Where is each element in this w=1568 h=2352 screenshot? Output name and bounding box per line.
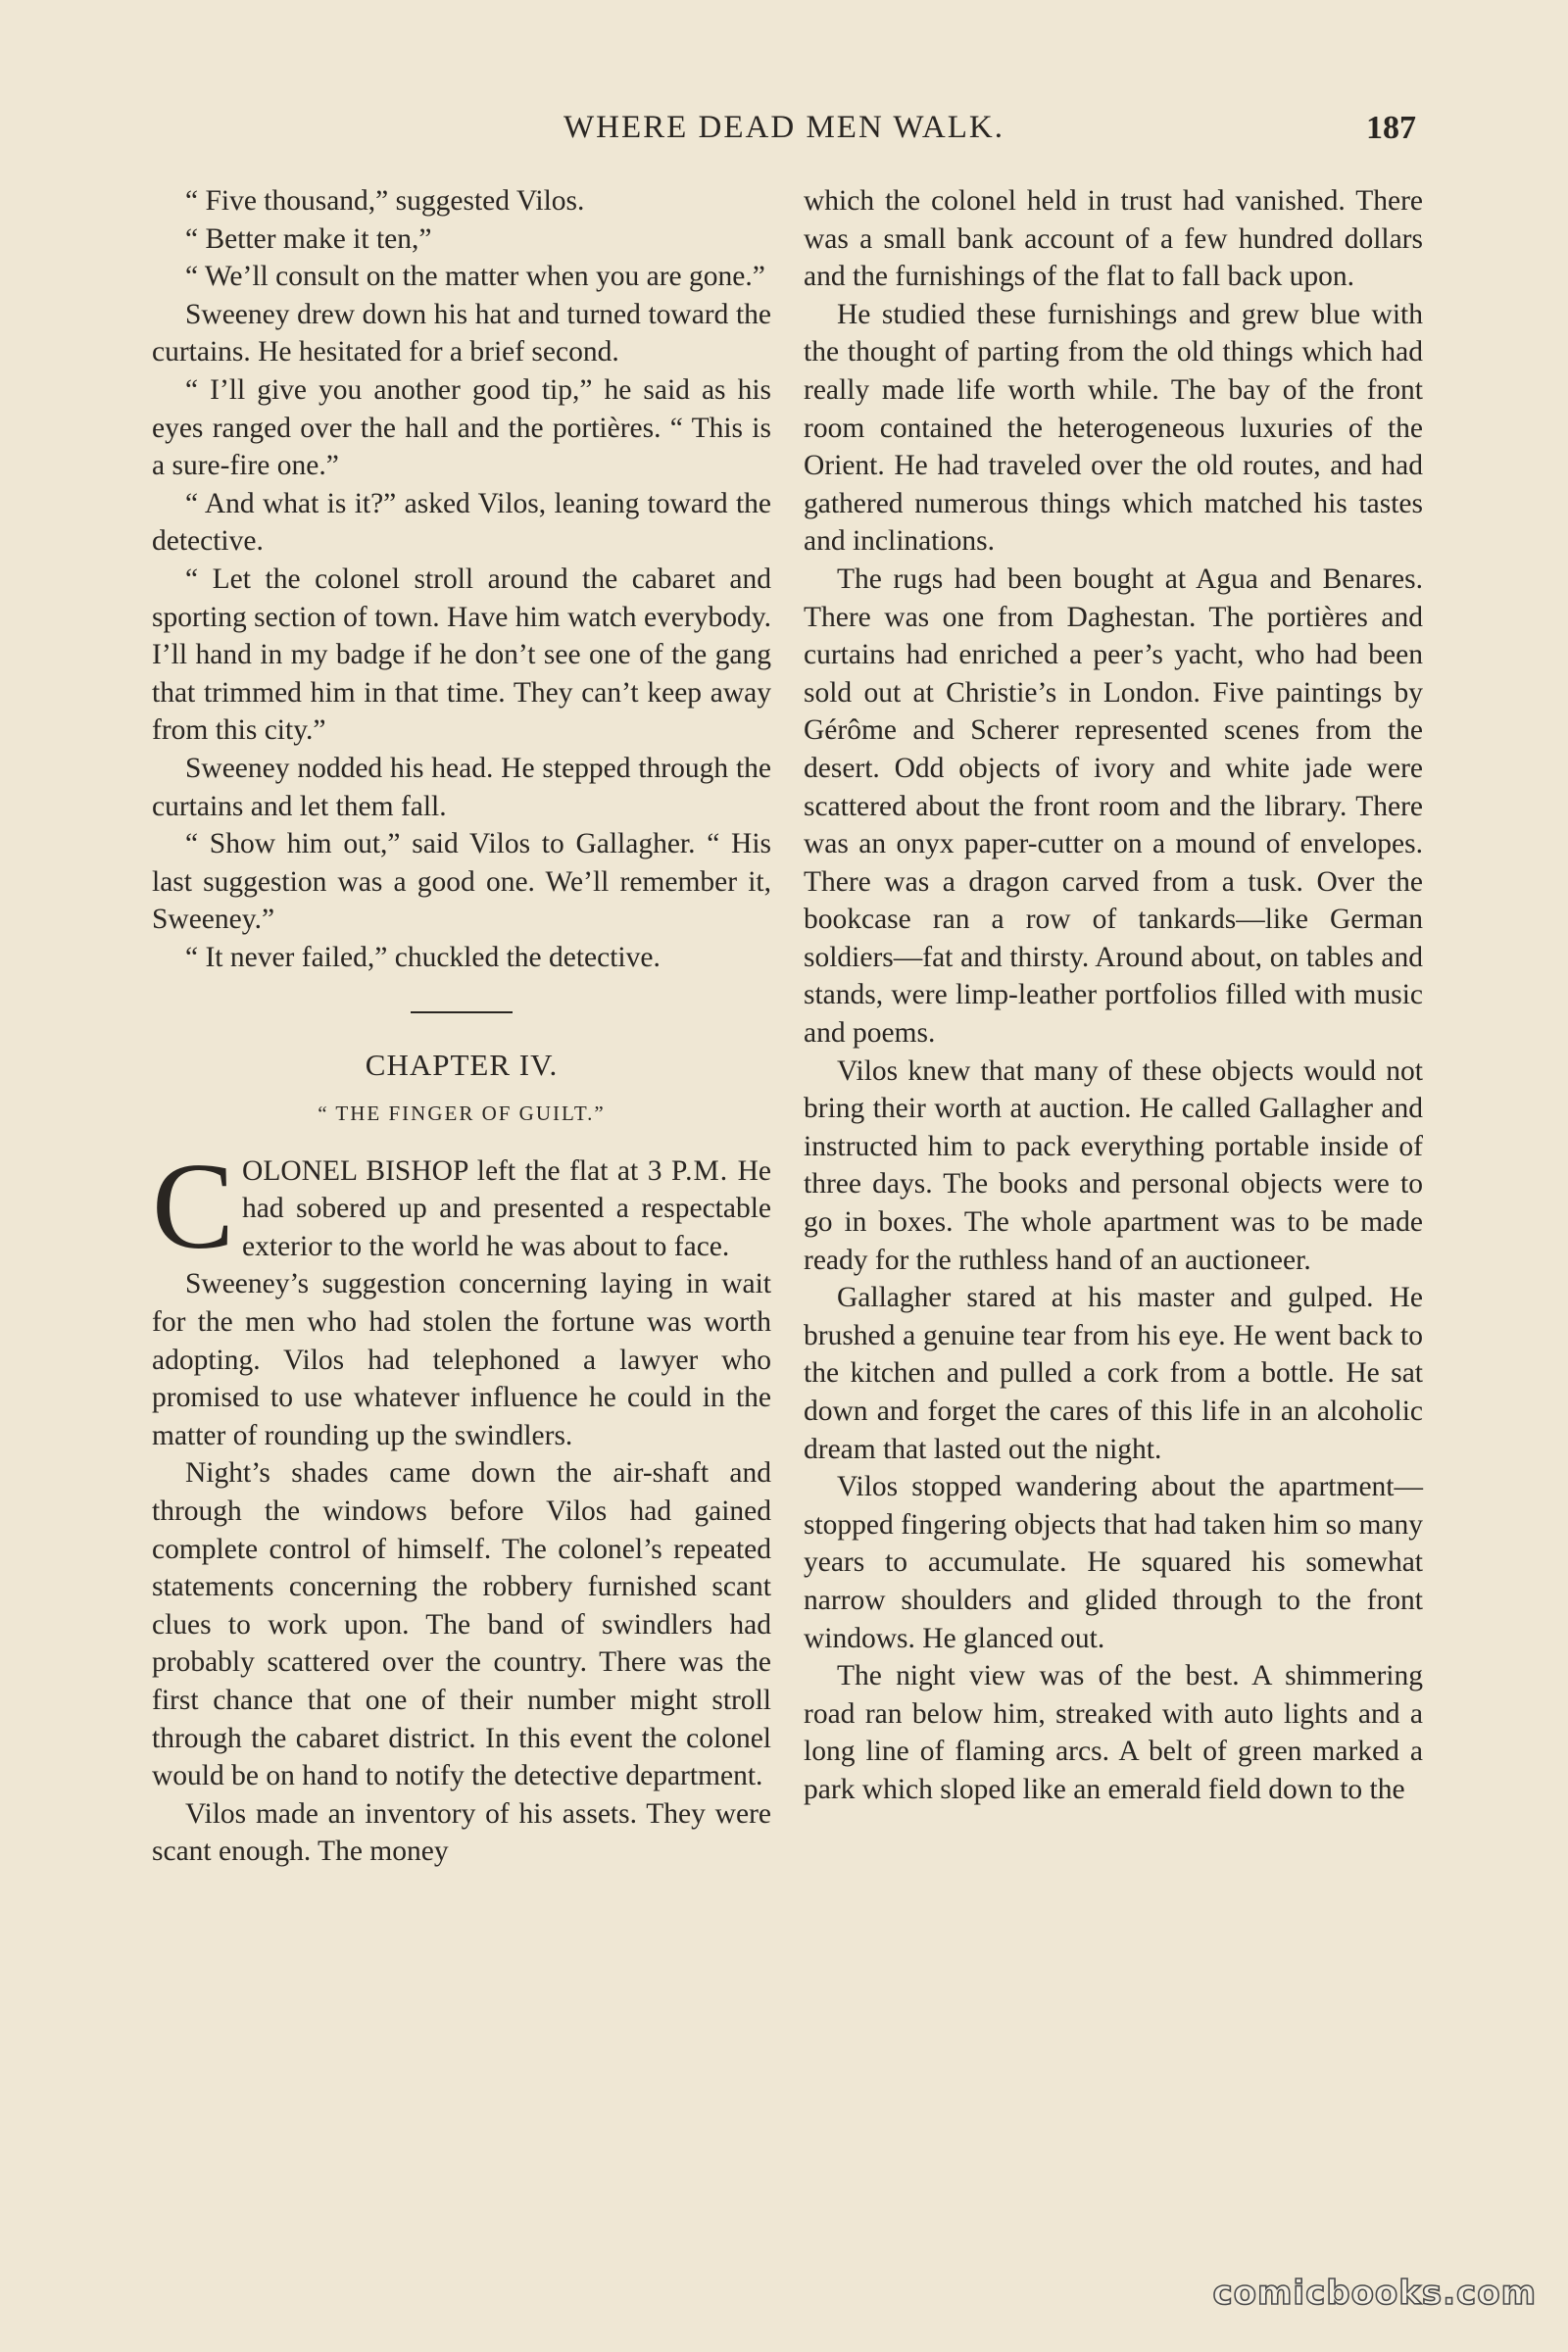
paragraph: “ It never failed,” chuckled the detective. xyxy=(185,941,661,973)
paragraph: “ Show him out,” said Vilos to Gallagher. “ His last suggestion was a good one. We’ll remember it, Sweeney.” xyxy=(152,828,771,936)
paragraph: “ I’ll give you another good tip,” he said as his eyes ranged over the hall and the portières. “ This is a sure-fire one.” xyxy=(152,373,771,482)
chapter-subtitle: “ THE FINGER OF GUILT.” xyxy=(318,1102,606,1126)
paragraph: “ Better make it ten,” xyxy=(185,222,432,255)
page-header xyxy=(152,110,1416,159)
paragraph: Sweeney’s suggestion concerning laying in wait for the men who had stolen the fortune was worth adopting. Vilos had telephoned a lawyer who promised to use whatever influence he could in the matter of rounding up the swindlers. xyxy=(152,1268,771,1451)
right-column xyxy=(804,182,1423,1809)
section-divider xyxy=(411,1011,513,1013)
paragraph: The rugs had been bought at Agua and Benares. There was one from Daghestan. The portières and curtains had enriched a peer’s yacht, who had been sold out at Christie’s in London. Five paintings by Gérôme and Scherer represented scenes from the desert. Odd objects of ivory and white jade were scattered about the front room and the library. There was an onyx paper-cutter on a mound of envelopes. There was a dragon carved from a tusk. Over the bookcase ran a row of tankards—like German soldiers—fat and thirsty. Around about, on tables and stands, were limp-leather portfolios filled with music and poems. xyxy=(804,563,1423,1050)
paragraph: Vilos made an inventory of his assets. They were scant enough. The money xyxy=(152,1797,771,1868)
paragraph: “ Five thousand,” suggested Vilos. xyxy=(185,185,585,217)
paragraph: Sweeney nodded his head. He stepped through the curtains and let them fall. xyxy=(152,752,771,822)
opening-rest: He had sobered up and presented a respectable exterior to the world he was about to face. xyxy=(242,1154,772,1262)
paragraph: “ Let the colonel stroll around the cabaret and sporting section of town. Have him watch everybody. I’ll hand in my badge if he don’t see one of the gang that trimmed him in that time. They can’t keep away from this city.” xyxy=(152,563,771,747)
paragraph: Night’s shades came down the air-shaft and through the windows before Vilos had gained complete control of himself. The colonel’s repeated statements concerning the robbery furnished scant clues to work upon. The band of swindlers had probably scattered over the country. There was the first chance that one of their number might stroll through the cabaret district. In this event the colonel would be on hand to notify the detective department. xyxy=(152,1457,771,1792)
continued-paragraph: which the colonel held in trust had vanished. There was a small bank account of a few hundred dollars and the furnishings of the flat to fall back upon. xyxy=(804,185,1423,293)
paragraph: Vilos knew that many of these objects would not bring their worth at auction. He called Gallagher and instructed him to pack everything portable inside of three days. The books and personal objects were to go in boxes. The whole apartment was to be made ready for the ruthless hand of an auctioneer. xyxy=(804,1054,1423,1276)
chapter-heading: CHAPTER IV. xyxy=(365,1048,559,1083)
paragraph: “ We’ll consult on the matter when you are gone.” xyxy=(185,261,765,293)
paragraph: He studied these furnishings and grew blue with the thought of parting from the old things which had really made life worth while. The bay of the front room contained the heterogeneous luxuries of the Orient. He had traveled over the old routes, and had gathered numerous things which matched his tastes and inclinations. xyxy=(804,298,1423,558)
running-title: WHERE DEAD MEN WALK. xyxy=(563,110,1004,145)
opening-text: OLONEL BISHOP left the flat at 3 xyxy=(242,1154,662,1187)
left-column xyxy=(152,182,771,1871)
paragraph: Vilos stopped wandering about the apartment—stopped fingering objects that had taken him so many years to accumulate. He squared his somewhat narrow shoulders and glided through to the front windows. He glanced out. xyxy=(804,1471,1423,1654)
drop-cap: C xyxy=(152,1138,235,1275)
page-number: 187 xyxy=(1366,110,1416,146)
paragraph: “ And what is it?” asked Vilos, leaning toward the detective. xyxy=(152,487,771,558)
watermark: comicbooks.com xyxy=(1212,2274,1537,2313)
paragraph: The night view was of the best. A shimmering road ran below him, streaked with auto lights and a long line of flaming arcs. A belt of green marked a park which sloped like an emerald field down to the xyxy=(804,1660,1423,1805)
opening-time: P.M. xyxy=(670,1154,729,1187)
chapter-opening-paragraph xyxy=(152,1138,772,1275)
paragraph: Gallagher stared at his master and gulped. He brushed a genuine tear from his eye. He went back to the kitchen and pulled a cork from a bottle. He sat down and forget the cares of this life in an alcoholic dream that lasted out the night. xyxy=(804,1282,1423,1465)
paragraph: Sweeney drew down his hat and turned toward the curtains. He hesitated for a brief second. xyxy=(152,298,771,368)
